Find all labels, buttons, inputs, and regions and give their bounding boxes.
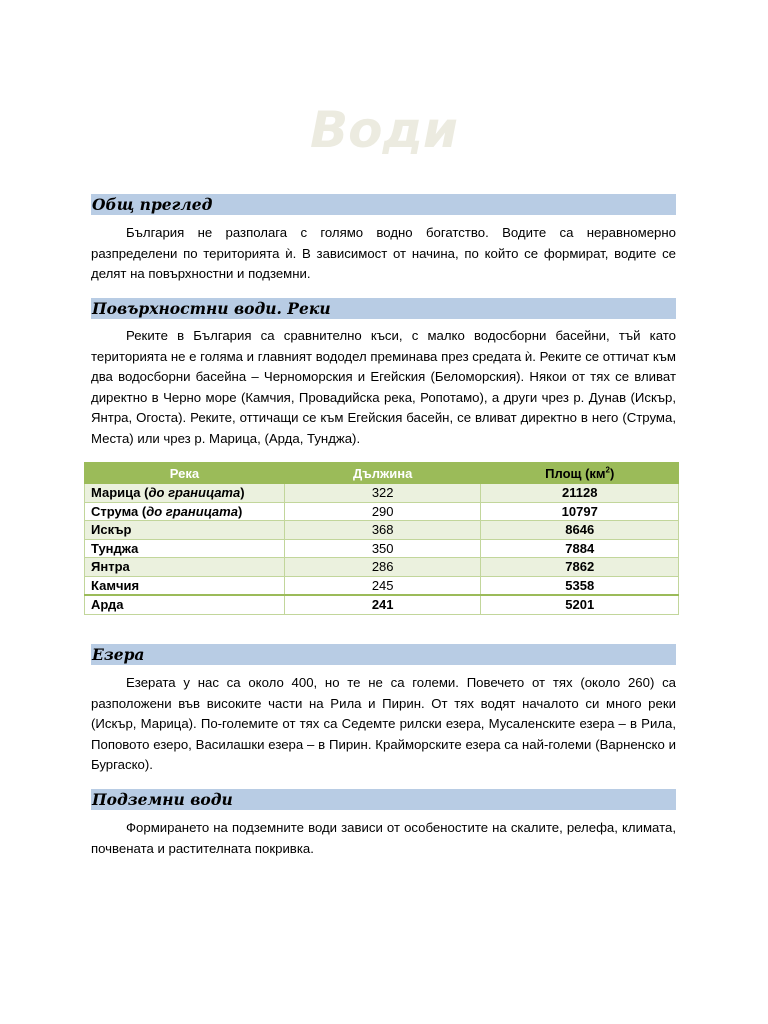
cell-length: 322 — [284, 484, 481, 503]
cell-river-name: Марица (до границата) — [85, 484, 285, 503]
heading-rivers: Повърхностни води. Реки — [91, 298, 676, 319]
paragraph-rivers: Реките в България са сравнително къси, с малко водосборни басейни, тъй като територията не е голяма и главният вододел преминава през средата ѝ. Реките се оттичат към два водосборни басейна – Черноморския и Егейския (Беломорския). Някои от тях се вливат директно в Черно море (Камчия, Провадийска река, Ропотамо), а други чрез р. Дунав (Искър, Янтра, Огоста). Реките, оттичащи се към Егейския басейн, се вливат директно в него (Струма, Места) или чрез р. Марица, (Арда, Тунджа). — [91, 328, 676, 446]
heading-lakes: Езера — [91, 644, 676, 665]
table-row — [85, 502, 679, 521]
cell-area: 8646 — [481, 521, 679, 540]
table-header-row — [85, 463, 679, 484]
heading-overview: Общ преглед — [91, 194, 676, 215]
cell-river-name: Камчия — [85, 576, 285, 595]
column-header-area-sup: 2 — [605, 465, 610, 475]
table-row — [85, 539, 679, 558]
paragraph-lakes: Езерата у нас са около 400, но те не са големи. Повечето от тях (около 260) са разположени във високите части на Рила и Пирин. От тях водят началото си много реки (Искър, Марица). По-големите от тях са Седемте рилски езера, Мусаленските езера – в Рила, Поповото езеро, Василашки езера – в Пирин. Крайморските езера са най-големи (Варненско и Бургаско). — [91, 675, 676, 772]
cell-length: 245 — [284, 576, 481, 595]
cell-river-name: Арда — [85, 595, 285, 614]
cell-area: 5358 — [481, 576, 679, 595]
cell-length: 290 — [284, 502, 481, 521]
table-row — [85, 576, 679, 595]
table-row — [85, 521, 679, 540]
column-header-river: Река — [85, 463, 285, 484]
cell-length: 286 — [284, 558, 481, 577]
column-header-length: Дължина — [284, 463, 481, 484]
heading-groundwater: Подземни води — [91, 789, 676, 810]
cell-river-name: Струма (до границата) — [85, 502, 285, 521]
cell-river-name: Янтра — [85, 558, 285, 577]
document-title: Води — [310, 101, 458, 159]
cell-area: 5201 — [481, 595, 679, 614]
column-header-area — [481, 463, 679, 484]
cell-area: 7884 — [481, 539, 679, 558]
cell-area: 21128 — [481, 484, 679, 503]
column-header-area-label: Площ (км — [545, 465, 606, 481]
cell-length: 350 — [284, 539, 481, 558]
table-row — [85, 558, 679, 577]
cell-river-name: Тунджа — [85, 539, 285, 558]
column-header-area-close: ) — [610, 465, 615, 481]
cell-length: 368 — [284, 521, 481, 540]
cell-length: 241 — [284, 595, 481, 614]
cell-area: 10797 — [481, 502, 679, 521]
paragraph-overview: България не разполага с голямо водно богатство. Водите са неравномерно разпределени по територията ѝ. В зависимост от начина, по който се формират, водите се делят на повърхностни и подземни. — [91, 225, 676, 281]
cell-area: 7862 — [481, 558, 679, 577]
table-row — [85, 484, 679, 503]
paragraph-groundwater: Формирането на подземните води зависи от особеностите на скалите, релефа, климата, почвената и растителната покривка. — [91, 820, 676, 856]
cell-river-name: Искър — [85, 521, 285, 540]
table-row — [85, 595, 679, 614]
rivers-table — [84, 462, 679, 615]
